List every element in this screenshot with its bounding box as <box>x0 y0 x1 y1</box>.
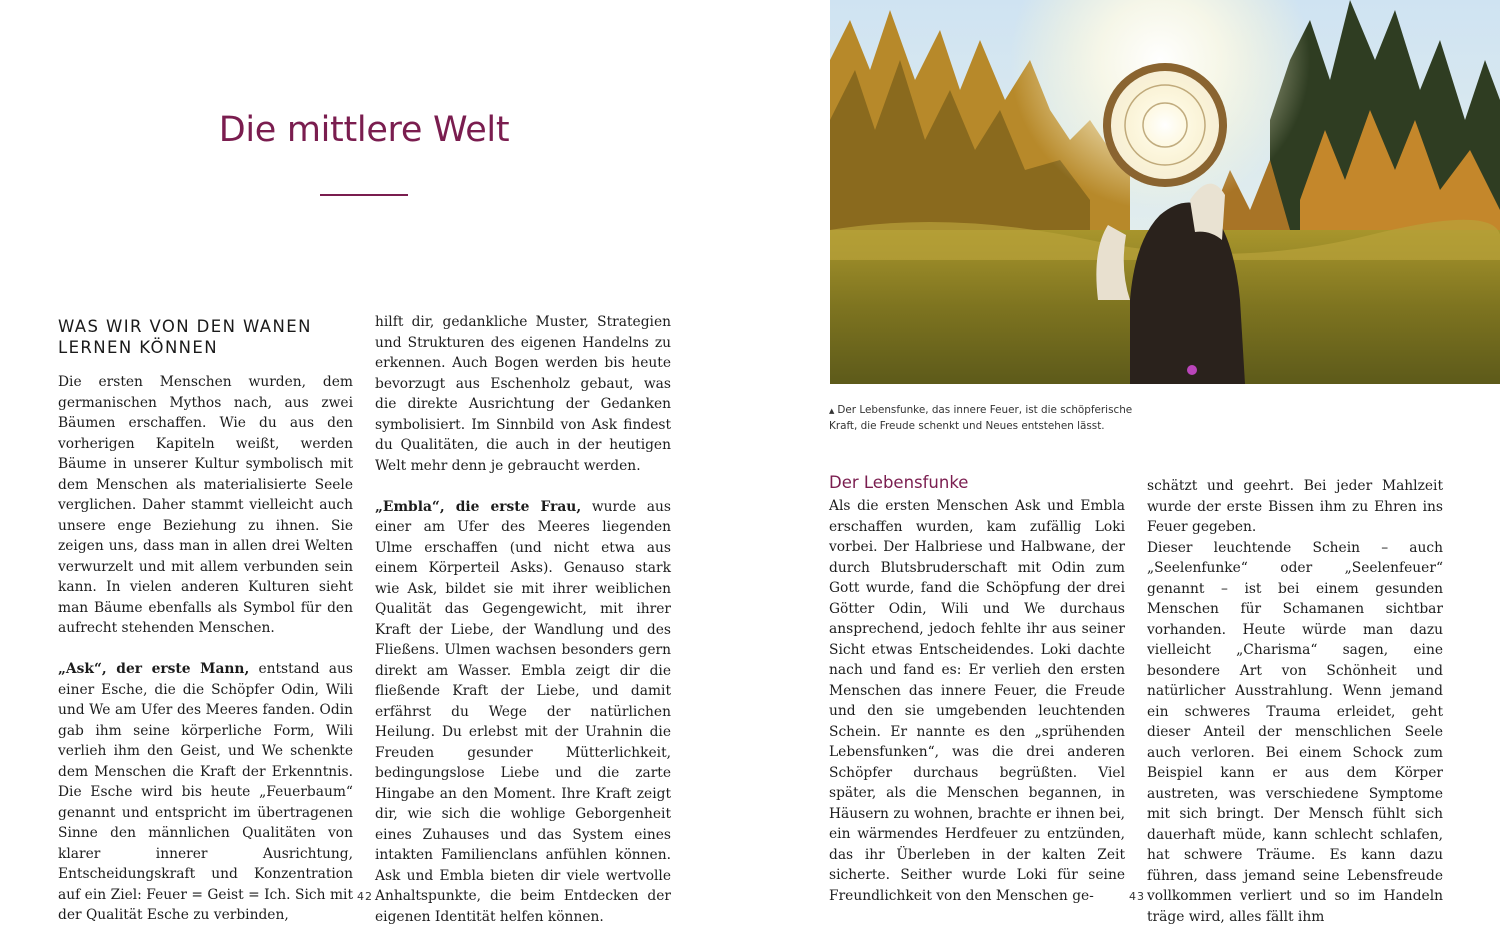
caption-line-2: Kraft, die Freude schenkt und Neues entstehen lässt. <box>829 420 1105 432</box>
caption-line-1: Der Lebensfunke, das innere Feuer, ist die schöpferische <box>837 404 1133 416</box>
ask-lead: „Ask“, der erste Mann, <box>58 661 250 677</box>
right-column-1 <box>829 472 1125 906</box>
section-heading-line-2: LERNEN KÖNNEN <box>58 338 218 357</box>
embla-text: wurde aus einer am Ufer des Meeres liegenden Ulme erschaffen (und nicht etwa aus einem Körperteil Asks). Genauso stark wie Ask, bildet sie mit ihrer weiblichen Qualität das Gegengewicht, mit ihrer Kraft der Liebe, der Wandlung und des Fließens. Ulmen wachsen besonders gern direkt am Wasser. Embla zeigt dir die fließende Kraft der Liebe, und damit erfährst du Wege der natürlichen Heilung. Du erlebst mit der Urahnin die Freuden gesunder Mütterlichkeit, bedingungslose Liebe und die zarte Hingabe an den Moment. Ihre Kraft zeigt dir, wie sich die wohlige Geborgenheit eines Zuhauses und das System eines intakten Familienclans anfühlen können. Ask und Embla bieten dir viele wertvolle Anhaltspunkte, die beim Entdecken der eigenen Identität helfen können. <box>375 498 671 925</box>
ask-paragraph <box>58 659 353 926</box>
page-number-left: 42 <box>357 890 373 903</box>
photo-frame-drum-in-forest <box>830 0 1500 384</box>
right-column-2 <box>1147 476 1443 927</box>
title-rule-divider <box>320 194 408 196</box>
seelenfunke-paragraph: Dieser leuchtende Schein – auch „Seelenfunke“ oder „Seelenfeuer“ genannt – ist bei einem gesunden Menschen für Schamanen sichtbar vorhanden. Heute würde man dazu vielleicht „Charisma“ sagen, eine besondere Art von Schönheit und natürlicher Ausstrahlung. Wenn jemand ein schweres Trauma erleidet, geht dieser Anteil der menschlichen Seele auch verloren. Bei einem Schock zum Beispiel kann er aus dem Körper austreten, was verschiedene Symptome mit sich bringt. Der Mensch fühlt sich dauerhaft müde, kann schlecht schlafen, hat schwere Träume. Es kann dazu führen, dass jemand seine Lebensfreude vollkommen verliert und so im Handeln träge wird, alles fällt ihm <box>1147 539 1443 925</box>
caption-triangle-icon: ▲ <box>829 407 835 415</box>
intro-paragraph: Die ersten Menschen wurden, dem germanischen Mythos nach, aus zwei Bäumen erschaffen. Wie du aus den vorherigen Kapiteln weißt, werden Bäume in unserer Kultur symbolisch mit dem Menschen als materialisierte Seele verglichen. Daher stammt vielleicht auch unsere enge Beziehung zu ihnen. Sie zeigen uns, dass man in allen drei Welten verwurzelt und mit allem verbunden sein kann. In vielen anderen Kulturen sieht man Bäume ebenfalls als Symbol für den aufrecht stehenden Menschen. <box>58 374 353 636</box>
continuation-paragraph: schätzt und geehrt. Bei jeder Mahlzeit wurde der erste Bissen ihm zu Ehren ins Feuer gegeben. <box>1147 478 1443 535</box>
left-column-1 <box>58 312 353 926</box>
photo-caption <box>829 403 1159 434</box>
embla-paragraph <box>375 497 671 928</box>
chapter-title: Die mittlere Welt <box>218 110 510 150</box>
section-heading <box>58 316 353 358</box>
embla-lead: „Embla“, die erste Frau, <box>375 498 582 515</box>
ask-continuation-paragraph: hilft dir, gedankliche Muster, Strategien und Strukturen des eigenen Handelns zu erkennen. Auch Bogen werden bis heute bevorzugt aus Eschenholz gebaut, was die direkte Ausrichtung der Gedanken symbolisiert. Im Sinnbild von Ask findest du Qualitäten, die auch in der heutigen Welt mehr denn je gebraucht werden. <box>375 314 671 474</box>
ask-text: entstand aus einer Esche, die die Schöpfer Odin, Wili und We am Ufer des Meeres fanden. Odin gab ihm seine körperliche Form, Wili verlieh ihm den Geist, und We schenkte dem Menschen die Kraft der Erkenntnis. Die Esche wird bis heute „Feuerbaum“ genannt und entspricht im übertragenen Sinne den männlichen Qualitäten von klarer innerer Ausrichtung, Entscheidungskraft und Konzentration auf ein Ziel: Feuer = Geist = Ich. Sich mit der Qualität Esche zu verbinden, <box>58 661 353 923</box>
lebensfunke-paragraph: Als die ersten Menschen Ask und Embla erschaffen wurden, kam zufällig Loki vorbei. Der Halbriese und Halbwane, der durch Blutsbruderschaft mit Odin zum Gott wurde, fand die Schöpfung der drei Götter Odin, Wili und We durchaus ansprechend, jedoch fehlte ihr aus seiner Sicht etwas Entscheidendes. Loki dachte nach und fand es: Er verlieh den ersten Menschen das innere Feuer, die Freude und den sie umgebenden leuchtenden Schein. Er nannte es den „sprühenden Lebensfunken“, was die drei anderen Schöpfer durchaus begrüßten. Viel später, als die Menschen begannen, in Häusern zu wohnen, brachte er ihnen bei, ein wärmendes Herdfeuer zu entzünden, das ihr Überleben in der kalten Zeit sicherte. Seither wurde Loki für seine Freundlichkeit von den Menschen ge- <box>829 498 1125 904</box>
left-column-2 <box>375 312 671 927</box>
section-heading-line-1: WAS WIR VON DEN WANEN <box>58 317 312 336</box>
sub-heading-lebensfunke: Der Lebensfunke <box>829 473 969 492</box>
page-number-right: 43 <box>1129 890 1145 903</box>
